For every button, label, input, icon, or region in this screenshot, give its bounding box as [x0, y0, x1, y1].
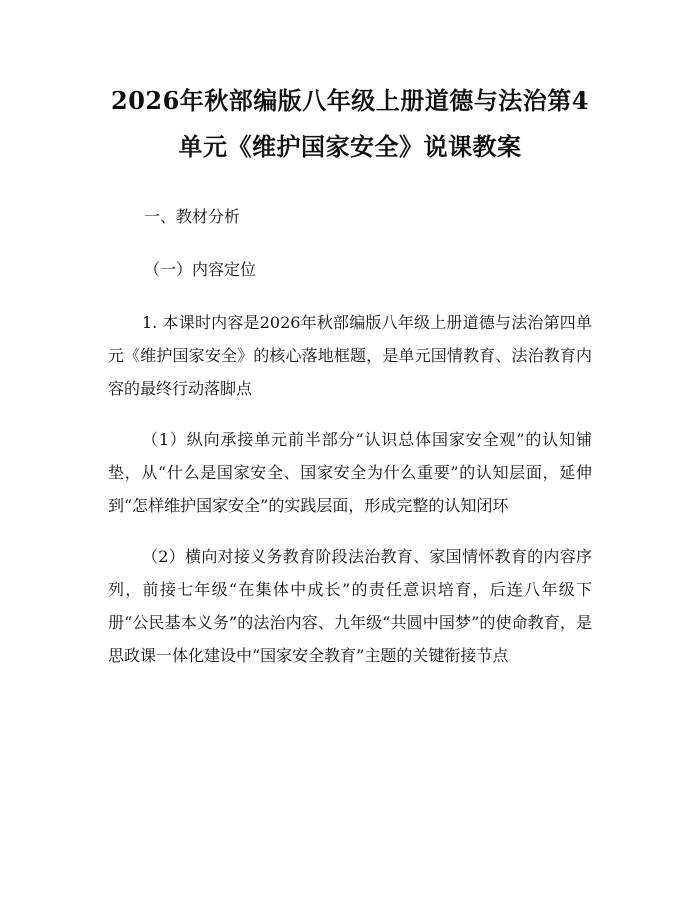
document-body: [108, 200, 592, 672]
title-line-2: 单元《维护国家安全》说课教案: [178, 132, 522, 161]
paragraph-1: 1. 本课时内容是2026年秋部编版八年级上册道德与法治第四单元《维护国家安全》的核心落地框题，是单元国情教育、法治教育内容的最终行动落脚点: [108, 313, 592, 398]
section-heading-textbook-analysis: 一、教材分析: [144, 207, 241, 226]
document-title: [108, 78, 592, 170]
paragraph-2: （1）纵向承接单元前半部分“认识总体国家安全观”的认知铺垫，从“什么是国家安全、国家安全为什么重要”的认知层面，延伸到“怎样维护国家安全”的实践层面，形成完整的认知闭环: [108, 430, 592, 515]
paragraph-3: （2）横向对接义务教育阶段法治教育、家国情怀教育的内容序列，前接七年级“在集体中成长”的责任意识培育，后连八年级下册“公民基本义务”的法治内容、九年级“共圆中国梦”的使命教育，是思政课一体化建设中“国家安全教育”主题的关键衔接节点: [108, 547, 592, 665]
subsection-heading-content-positioning: （一）内容定位: [144, 260, 257, 279]
title-line-1: 2026年秋部编版八年级上册道德与法治第4: [111, 86, 589, 115]
